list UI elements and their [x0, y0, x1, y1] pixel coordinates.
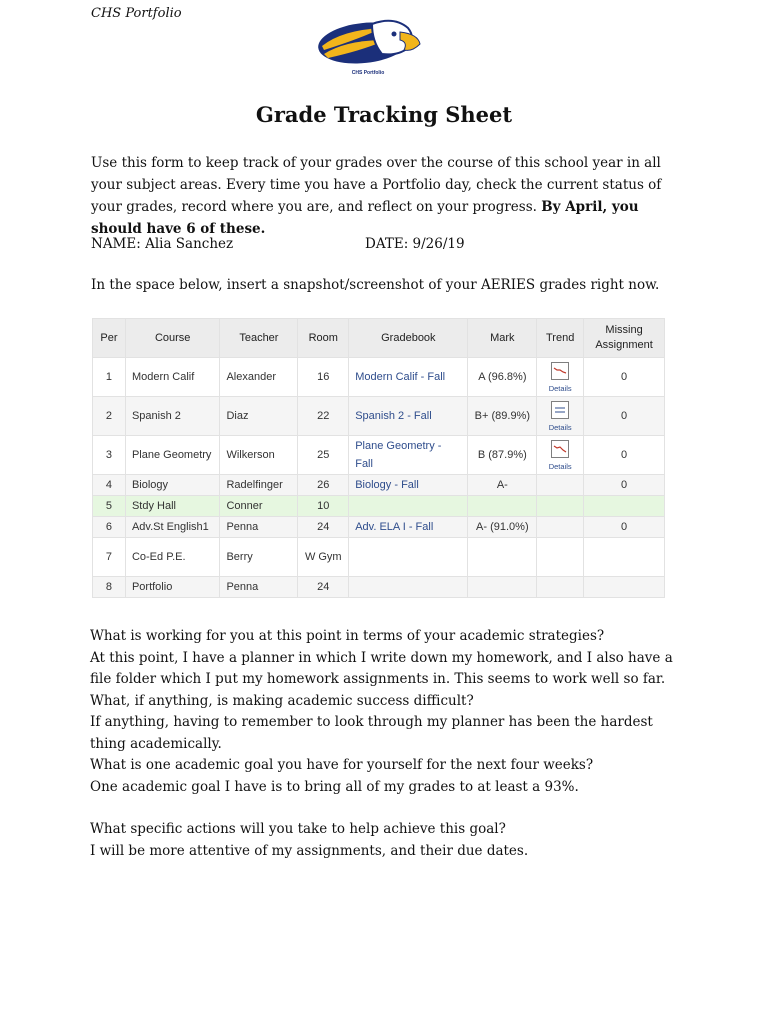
answer-actions: I will be more attentive of my assignments, and their due dates.	[90, 842, 529, 859]
course-cell: Spanish 2	[125, 397, 220, 436]
course-cell: Portfolio	[125, 577, 220, 598]
mark-cell	[468, 496, 537, 517]
gradebook-link[interactable]: Modern Calif - Fall	[349, 358, 468, 397]
mark-cell: A (96.8%)	[468, 358, 537, 397]
period-cell: 4	[93, 475, 126, 496]
course-cell: Biology	[125, 475, 220, 496]
mark-cell	[468, 538, 537, 577]
course-cell: Stdy Hall	[125, 496, 220, 517]
mark-cell: A- (91.0%)	[468, 517, 537, 538]
trend-details-button[interactable]	[546, 440, 574, 470]
table-row	[93, 577, 665, 598]
trend-cell	[537, 577, 584, 598]
trend-cell	[537, 436, 584, 475]
gradebook-link[interactable]: Plane Geometry - Fall	[349, 436, 468, 475]
table-header-row	[93, 319, 665, 358]
room-cell: 24	[298, 517, 349, 538]
room-cell: 22	[298, 397, 349, 436]
room-cell: 10	[298, 496, 349, 517]
room-cell: 16	[298, 358, 349, 397]
question-difficulty: What, if anything, is making academic success difficult?	[90, 692, 474, 709]
trend-details-label: Details	[548, 423, 572, 432]
student-name: NAME: Alia Sanchez	[91, 236, 234, 252]
period-cell: 2	[93, 397, 126, 436]
gradebook-cell	[349, 577, 468, 598]
trend-details-button[interactable]	[546, 401, 574, 431]
missing-cell	[584, 577, 665, 598]
mark-cell: A-	[468, 475, 537, 496]
col-per-header: Per	[93, 319, 126, 358]
reflection-section	[90, 626, 690, 862]
missing-cell: 0	[584, 436, 665, 475]
period-cell: 3	[93, 436, 126, 475]
screenshot-instruction: In the space below, insert a snapshot/screenshot of your AERIES grades right now.	[91, 277, 660, 293]
trend-details-button[interactable]	[546, 362, 574, 392]
trend-cell	[537, 538, 584, 577]
trend-cell	[537, 358, 584, 397]
gradebook-link[interactable]: Adv. ELA I - Fall	[349, 517, 468, 538]
trend-chart-icon	[551, 440, 569, 458]
table-row	[93, 436, 665, 475]
teacher-cell: Diaz	[220, 397, 298, 436]
teacher-cell: Penna	[220, 517, 298, 538]
col-missing-header: Missing Assignment	[584, 319, 665, 358]
course-cell: Plane Geometry	[125, 436, 220, 475]
mark-cell	[468, 577, 537, 598]
spacer	[90, 798, 690, 819]
gradebook-cell	[349, 496, 468, 517]
grades-table	[92, 318, 665, 598]
header-label: CHS Portfolio	[91, 6, 182, 21]
intro-text: Use this form to keep track of your grades over the course of this school year in all your subject areas. Every time you have a Portfolio day, check the current status of your grades, record where you are, and reflect on your progress.	[91, 155, 662, 215]
teacher-cell: Penna	[220, 577, 298, 598]
teacher-cell: Wilkerson	[220, 436, 298, 475]
col-room-header: Room	[298, 319, 349, 358]
teacher-cell: Radelfinger	[220, 475, 298, 496]
col-teacher-header: Teacher	[220, 319, 298, 358]
mark-cell: B (87.9%)	[468, 436, 537, 475]
trend-chart-icon	[551, 362, 569, 380]
room-cell: 24	[298, 577, 349, 598]
period-cell: 6	[93, 517, 126, 538]
logo-caption: CHS Portfolio	[351, 70, 385, 76]
table-row	[93, 397, 665, 436]
trend-list-icon	[551, 401, 569, 419]
missing-cell: 0	[584, 358, 665, 397]
room-cell: 25	[298, 436, 349, 475]
trend-details-label: Details	[548, 384, 572, 393]
course-cell: Adv.St English1	[125, 517, 220, 538]
intro-bold-text: By April, you should have 6 of these.	[91, 199, 639, 237]
page-title: Grade Tracking Sheet	[255, 102, 513, 127]
col-gradebook-header: Gradebook	[349, 319, 468, 358]
teacher-cell: Alexander	[220, 358, 298, 397]
answer-strategies: At this point, I have a planner in which I write down my homework, and I also have a file folder which I put my homework assignments in. This seems to work well so far.	[90, 649, 673, 687]
teacher-cell: Conner	[220, 496, 298, 517]
answer-difficulty: If anything, having to remember to look through my planner has been the hardest thing academically.	[90, 714, 653, 752]
room-cell: 26	[298, 475, 349, 496]
missing-cell: 0	[584, 397, 665, 436]
trend-cell	[537, 397, 584, 436]
name-date-row	[91, 236, 691, 252]
question-strategies: What is working for you at this point in terms of your academic strategies?	[90, 628, 605, 644]
course-cell: Co-Ed P.E.	[125, 538, 220, 577]
teacher-cell: Berry	[220, 538, 298, 577]
trend-cell	[537, 475, 584, 496]
gradebook-link[interactable]: Spanish 2 - Fall	[349, 397, 468, 436]
table-row	[93, 496, 665, 517]
period-cell: 1	[93, 358, 126, 397]
missing-cell: 0	[584, 517, 665, 538]
trend-cell	[537, 517, 584, 538]
missing-cell: 0	[584, 475, 665, 496]
missing-cell	[584, 496, 665, 517]
course-cell: Modern Calif	[125, 358, 220, 397]
question-goal: What is one academic goal you have for yourself for the next four weeks?	[90, 757, 594, 773]
gradebook-cell	[349, 538, 468, 577]
date-field: DATE: 9/26/19	[365, 236, 465, 252]
intro-paragraph	[91, 152, 691, 240]
table-row	[93, 538, 665, 577]
room-cell: W Gym	[298, 538, 349, 577]
trend-cell	[537, 496, 584, 517]
table-row	[93, 517, 665, 538]
question-actions: What specific actions will you take to help achieve this goal?	[90, 821, 506, 837]
col-course-header: Course	[125, 319, 220, 358]
gradebook-link[interactable]: Biology - Fall	[349, 475, 468, 496]
trend-details-label: Details	[548, 462, 572, 471]
period-cell: 5	[93, 496, 126, 517]
table-row	[93, 475, 665, 496]
period-cell: 7	[93, 538, 126, 577]
table-row	[93, 358, 665, 397]
col-trend-header: Trend	[537, 319, 584, 358]
col-mark-header: Mark	[468, 319, 537, 358]
mark-cell: B+ (89.9%)	[468, 397, 537, 436]
missing-cell	[584, 538, 665, 577]
period-cell: 8	[93, 577, 126, 598]
answer-goal: One academic goal I have is to bring all of my grades to at least a 93%.	[90, 778, 579, 795]
